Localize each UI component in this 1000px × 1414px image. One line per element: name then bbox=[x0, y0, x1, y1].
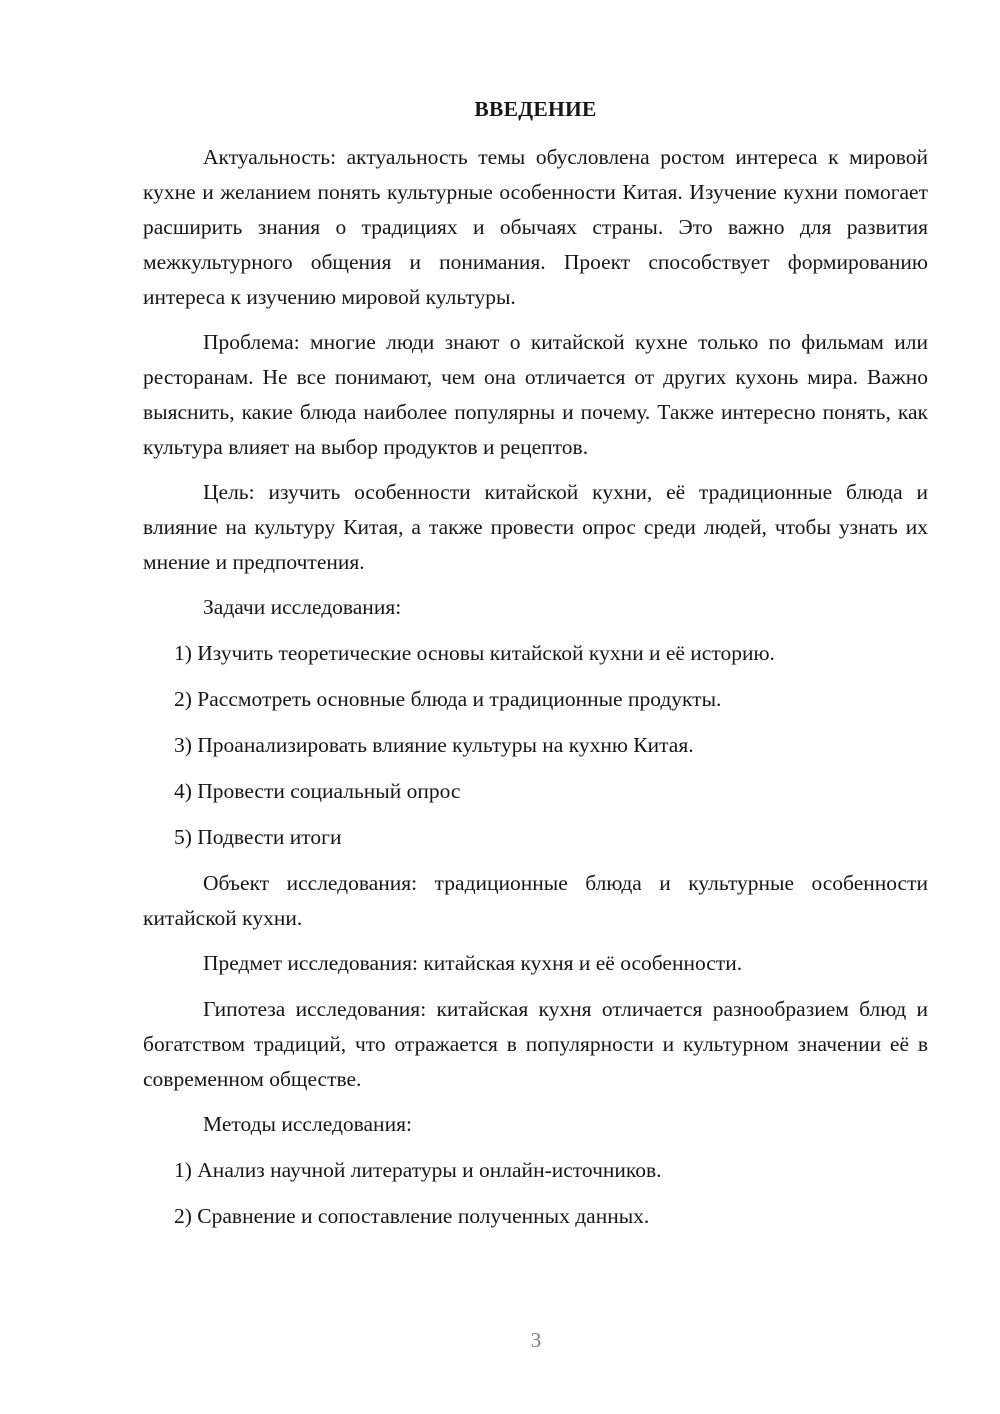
subject-paragraph: Предмет исследования: китайская кухня и её особенности. bbox=[203, 951, 743, 975]
tasks-list bbox=[143, 636, 928, 855]
task-item: 3) Проанализировать влияние культуры на кухню Китая. bbox=[174, 733, 694, 757]
methods-label: Методы исследования: bbox=[203, 1112, 412, 1136]
goal-paragraph: Цель: изучить особенности китайской кухни, её традиционные блюда и влияние на культуру Китая, а также провести опрос среди людей, чтобы узнать их мнение и предпочтения. bbox=[143, 480, 928, 574]
problem-paragraph: Проблема: многие люди знают о китайской кухне только по фильмам или ресторанам. Не все понимают, чем она отличается от других кухонь мира. Важно выяснить, какие блюда наиболее популярны и почему. Также интересно понять, как культура влияет на выбор продуктов и рецептов. bbox=[143, 330, 928, 459]
relevance-paragraph: Актуальность: актуальность темы обусловлена ростом интереса к мировой кухне и желанием понять культурные особенности Китая. Изучение кухни помогает расширить знания о традициях и обычаях страны. Это важно для развития межкультурного общения и понимания. Проект способствует формированию интереса к изучению мировой культуры. bbox=[143, 145, 928, 309]
object-paragraph: Объект исследования: традиционные блюда и культурные особенности китайской кухни. bbox=[143, 871, 928, 930]
task-item: 2) Рассмотреть основные блюда и традиционные продукты. bbox=[174, 687, 722, 711]
method-item: 2) Сравнение и сопоставление полученных данных. bbox=[174, 1204, 650, 1228]
methods-list bbox=[143, 1153, 928, 1234]
task-item: 4) Провести социальный опрос bbox=[174, 779, 461, 803]
hypothesis-paragraph: Гипотеза исследования: китайская кухня отличается разнообразием блюд и богатством традиций, что отражается в популярности и культурном значении её в современном обществе. bbox=[143, 997, 928, 1091]
method-item: 1) Анализ научной литературы и онлайн-источников. bbox=[174, 1158, 662, 1182]
page-number: 3 bbox=[530, 1328, 542, 1352]
task-item: 5) Подвести итоги bbox=[174, 825, 342, 849]
task-item: 1) Изучить теоретические основы китайской кухни и её историю. bbox=[174, 641, 775, 665]
section-title: ВВЕДЕНИЕ bbox=[474, 97, 597, 121]
document-page bbox=[143, 94, 928, 1245]
tasks-label: Задачи исследования: bbox=[203, 595, 402, 619]
